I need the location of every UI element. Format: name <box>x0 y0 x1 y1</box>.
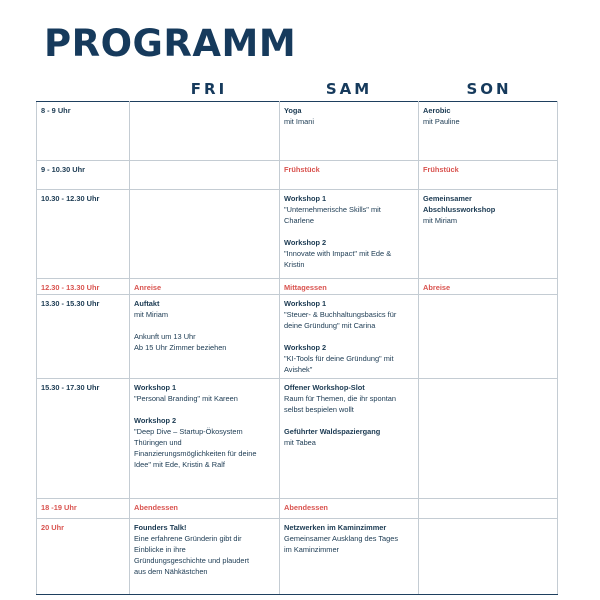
session-text: Thüringen und <box>134 438 182 447</box>
fri-cell <box>130 161 280 190</box>
session-text: "Deep Dive – Startup-Ökosystem <box>134 427 243 436</box>
page-title: PROGRAMM <box>44 22 297 65</box>
time-cell <box>37 102 130 161</box>
session-text: Idee" mit Ede, Kristin & Ralf <box>134 460 225 469</box>
session-text: selbst bespielen wollt <box>284 405 354 414</box>
session-text: Gründungsgeschichte und plaudert <box>134 556 250 565</box>
sam-cell <box>280 499 419 519</box>
time-cell <box>37 295 130 379</box>
table-row <box>37 190 558 279</box>
session-title: Abschlussworkshop <box>423 205 496 214</box>
time-label: 12.30 - 13.30 Uhr <box>41 283 100 292</box>
session-text: im Kaminzimmer <box>284 545 340 554</box>
session-text: deine Gründung" mit Carina <box>284 321 376 330</box>
session-text: mit Pauline <box>423 117 460 126</box>
meal-label: Frühstück <box>423 165 459 174</box>
session-text: Raum für Themen, die ihr spontan <box>284 394 397 403</box>
time-label: 15.30 - 17.30 Uhr <box>41 383 100 392</box>
session-title: Offener Workshop-Slot <box>284 383 365 392</box>
son-cell <box>419 279 558 295</box>
meal-label: Abendessen <box>284 503 328 512</box>
table-row <box>37 102 558 161</box>
meal-label: Abreise <box>423 283 451 292</box>
session-text: "Unternehmerische Skills" mit <box>284 205 381 214</box>
session-text: Charlene <box>284 216 314 225</box>
session-text: Gemeinsamer Ausklang des Tages <box>284 534 399 543</box>
time-label: 9 - 10.30 Uhr <box>41 165 85 174</box>
sam-cell <box>280 519 419 595</box>
session-title: Auftakt <box>134 299 160 308</box>
session-title: Workshop 1 <box>284 299 327 308</box>
time-cell <box>37 499 130 519</box>
table-row <box>37 295 558 379</box>
session-text: "Personal Branding" mit Kareen <box>134 394 238 403</box>
session-text: Eine erfahrene Gründerin gibt dir <box>134 534 242 543</box>
session-text: aus dem Nähkästchen <box>134 567 208 576</box>
meal-label: Abendessen <box>134 503 178 512</box>
day-header-fri: FRI <box>190 80 228 98</box>
time-label: 10.30 - 12.30 Uhr <box>41 194 100 203</box>
time-cell <box>37 279 130 295</box>
session-title: Netzwerken im Kaminzimmer <box>284 523 387 532</box>
session-title: Geführter Waldspaziergang <box>284 427 381 436</box>
fri-cell <box>130 279 280 295</box>
son-cell <box>419 161 558 190</box>
fri-cell <box>130 190 280 279</box>
session-text: "Innovate with Impact" mit Ede & <box>284 249 392 258</box>
session-text: Finanzierungsmöglichkeiten für deine <box>134 449 257 458</box>
session-title: Workshop 1 <box>134 383 177 392</box>
session-title: Workshop 2 <box>284 343 327 352</box>
son-cell <box>419 102 558 161</box>
table-row <box>37 519 558 595</box>
fri-cell <box>130 379 280 499</box>
session-text: mit Imani <box>284 117 314 126</box>
session-title: Founders Talk! <box>134 523 187 532</box>
session-title: Yoga <box>284 106 302 115</box>
time-label: 18 -19 Uhr <box>41 503 77 512</box>
sam-cell <box>280 379 419 499</box>
session-title: Aerobic <box>423 106 451 115</box>
fri-cell <box>130 295 280 379</box>
son-cell <box>419 499 558 519</box>
session-text: Avishek" <box>284 365 313 374</box>
session-title: Workshop 1 <box>284 194 327 203</box>
son-cell <box>419 519 558 595</box>
time-cell <box>37 161 130 190</box>
son-cell <box>419 295 558 379</box>
time-label: 13.30 - 15.30 Uhr <box>41 299 100 308</box>
table-row <box>37 279 558 295</box>
session-text: mit Miriam <box>134 310 169 319</box>
session-text: mit Tabea <box>284 438 316 447</box>
son-cell <box>419 379 558 499</box>
table-row <box>37 499 558 519</box>
session-title: Workshop 2 <box>134 416 177 425</box>
sam-cell <box>280 102 419 161</box>
son-cell <box>419 190 558 279</box>
time-label: 8 - 9 Uhr <box>41 106 71 115</box>
session-text: "KI-Tools für deine Gründung" mit <box>284 354 394 363</box>
session-title: Workshop 2 <box>284 238 327 247</box>
session-text: Einblicke in ihre <box>134 545 186 554</box>
meal-label: Anreise <box>134 283 162 292</box>
day-header-sam: SAM <box>325 80 373 98</box>
fri-cell <box>130 102 280 161</box>
time-label: 20 Uhr <box>41 523 65 532</box>
meal-label: Mittagessen <box>284 283 327 292</box>
session-text: Kristin <box>284 260 305 269</box>
table-row <box>37 161 558 190</box>
time-cell <box>37 379 130 499</box>
day-header-son: SON <box>466 80 512 98</box>
time-cell <box>37 519 130 595</box>
sam-cell <box>280 295 419 379</box>
session-text: "Steuer- & Buchhaltungsbasics für <box>284 310 397 319</box>
session-text: Ab 15 Uhr Zimmer beziehen <box>134 343 227 352</box>
sam-cell <box>280 279 419 295</box>
table-row <box>37 379 558 499</box>
session-text: mit Miriam <box>423 216 458 225</box>
schedule-table <box>36 101 558 595</box>
sam-cell <box>280 190 419 279</box>
sam-cell <box>280 161 419 190</box>
fri-cell <box>130 519 280 595</box>
session-text: Ankunft um 13 Uhr <box>134 332 196 341</box>
fri-cell <box>130 499 280 519</box>
meal-label: Frühstück <box>284 165 320 174</box>
session-title: Gemeinsamer <box>423 194 472 203</box>
time-cell <box>37 190 130 279</box>
